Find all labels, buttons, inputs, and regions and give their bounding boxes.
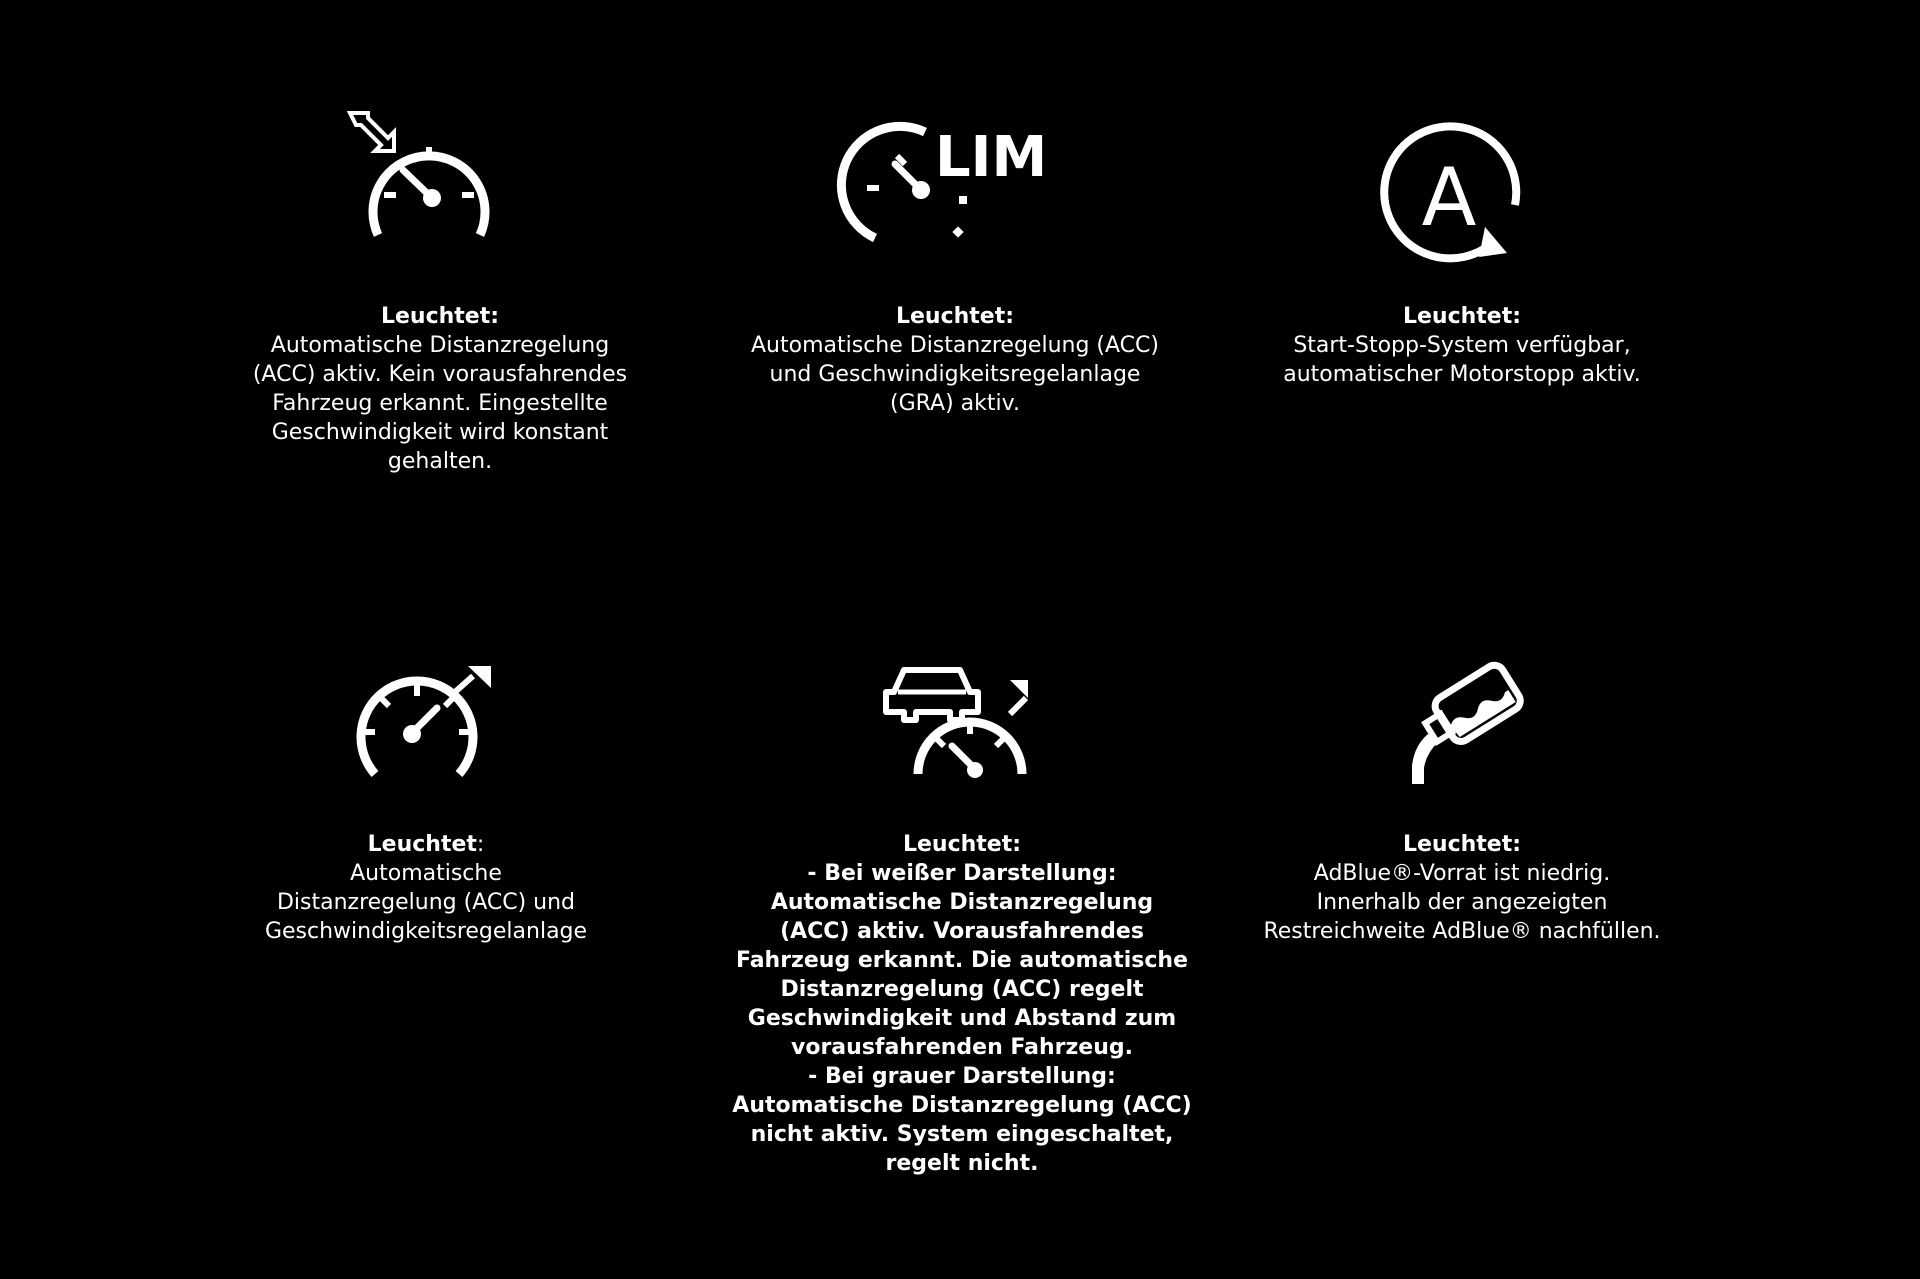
description-line: Geschwindigkeit wird konstant <box>271 420 609 445</box>
description-line: Automatische Distanzregelung (ACC) <box>732 1093 1192 1118</box>
description-line: und Geschwindigkeitsregelanlage <box>769 362 1141 387</box>
description-heading: Leuchtet: <box>895 304 1015 329</box>
description-line: Fahrzeug erkannt. Eingestellte <box>272 391 608 416</box>
start-stop-a-icon <box>1375 125 1525 270</box>
description-heading-line <box>196 830 656 859</box>
description-line: nicht aktiv. System eingeschaltet, <box>750 1122 1174 1147</box>
description-acc-gra-active <box>725 302 1185 418</box>
description-line: Automatische Distanzregelung <box>270 333 610 358</box>
description-heading: Leuchtet: <box>902 832 1022 857</box>
description-heading: Leuchtet <box>367 832 477 857</box>
description-heading: Leuchtet: <box>1402 304 1522 329</box>
description-line: Innerhalb der angezeigten <box>1316 890 1608 915</box>
description-line: (ACC) aktiv. Vorausfahrendes <box>780 919 1144 944</box>
description-line: (ACC) aktiv. Kein vorausfahrendes <box>252 362 628 387</box>
description-line: gehalten. <box>387 449 493 474</box>
cruise-control-speedometer-icon <box>355 662 505 782</box>
description-line: Distanzregelung (ACC) regelt <box>780 977 1144 1002</box>
description-line: Restreichweite AdBlue® nachfüllen. <box>1263 919 1661 944</box>
acc-vehicle-ahead-icon <box>878 662 1048 782</box>
description-line: Automatische Distanzregelung <box>770 890 1154 915</box>
description-line: - Bei grauer Darstellung: <box>808 1064 1116 1089</box>
description-acc-vehicle-ahead <box>732 830 1192 1178</box>
acc-speedometer-arrow-in-icon <box>348 105 508 245</box>
description-line: Distanzregelung (ACC) und <box>276 890 576 915</box>
description-line: AdBlue®-Vorrat ist niedrig. <box>1313 861 1611 886</box>
description-adblue <box>1232 830 1692 946</box>
description-line: Automatische Distanzregelung (ACC) <box>751 333 1159 358</box>
lim-icon-text: LIM <box>935 125 1048 190</box>
description-line: Geschwindigkeitsregelanlage <box>264 919 588 944</box>
description-heading-suffix: : <box>476 832 485 857</box>
adblue-refill-icon <box>1398 662 1528 787</box>
description-line: Start-Stopp-System verfügbar, <box>1293 333 1631 358</box>
description-cruise-control <box>196 830 656 946</box>
description-line: - Bei weißer Darstellung: <box>807 861 1117 886</box>
description-line: Automatische <box>350 861 502 886</box>
description-heading: Leuchtet: <box>1402 832 1522 857</box>
description-line: Geschwindigkeit und Abstand zum <box>747 1006 1177 1031</box>
description-line: Fahrzeug erkannt. Die automatische <box>735 948 1189 973</box>
start-stop-icon-text: A <box>1421 151 1477 244</box>
description-line: automatischer Motorstopp aktiv. <box>1283 362 1641 387</box>
description-acc-no-vehicle <box>210 302 670 476</box>
description-start-stop <box>1232 302 1692 389</box>
description-line: vorausfahrenden Fahrzeug. <box>791 1035 1133 1060</box>
speed-limiter-lim-icon <box>855 118 1048 248</box>
description-line: (GRA) aktiv. <box>890 391 1020 416</box>
description-line: regelt nicht. <box>885 1151 1039 1176</box>
description-heading: Leuchtet: <box>380 304 500 329</box>
